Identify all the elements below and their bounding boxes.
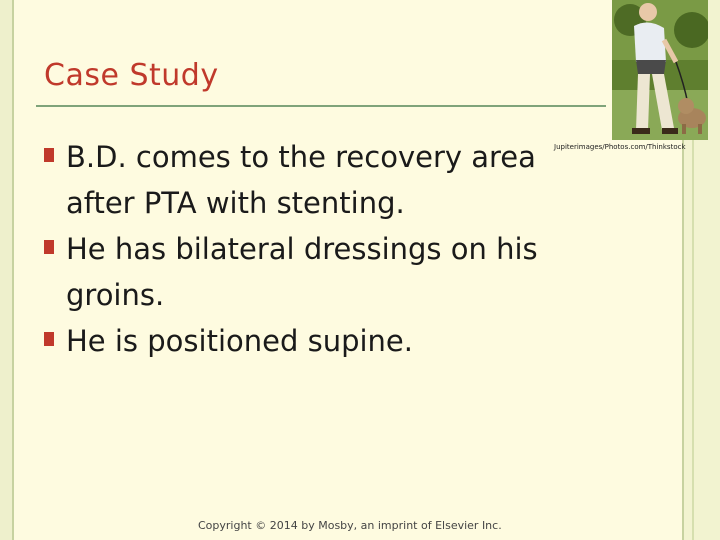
left-border-decoration xyxy=(0,0,14,540)
square-bullet-icon xyxy=(44,148,54,162)
bullet-item xyxy=(44,318,564,364)
bullet-text: He has bilateral dressings on his groins. xyxy=(66,232,538,312)
photo-illustration xyxy=(612,0,708,140)
bullet-text: He is positioned supine. xyxy=(66,324,413,358)
bullet-text: B.D. comes to the recovery area after PTA with stenting. xyxy=(66,140,536,220)
copyright-footer: Copyright © 2014 by Mosby, an imprint of Elsevier Inc. xyxy=(198,519,502,532)
bullet-item xyxy=(44,134,564,226)
bullet-list xyxy=(44,134,564,364)
slide-title: Case Study xyxy=(44,58,219,93)
photo-credit: Jupiterimages/Photos.com/Thinkstock xyxy=(554,143,686,151)
man-walking-dog-photo xyxy=(612,0,708,140)
square-bullet-icon xyxy=(44,332,54,346)
square-bullet-icon xyxy=(44,240,54,254)
title-divider xyxy=(36,105,606,107)
bullet-item xyxy=(44,226,564,318)
